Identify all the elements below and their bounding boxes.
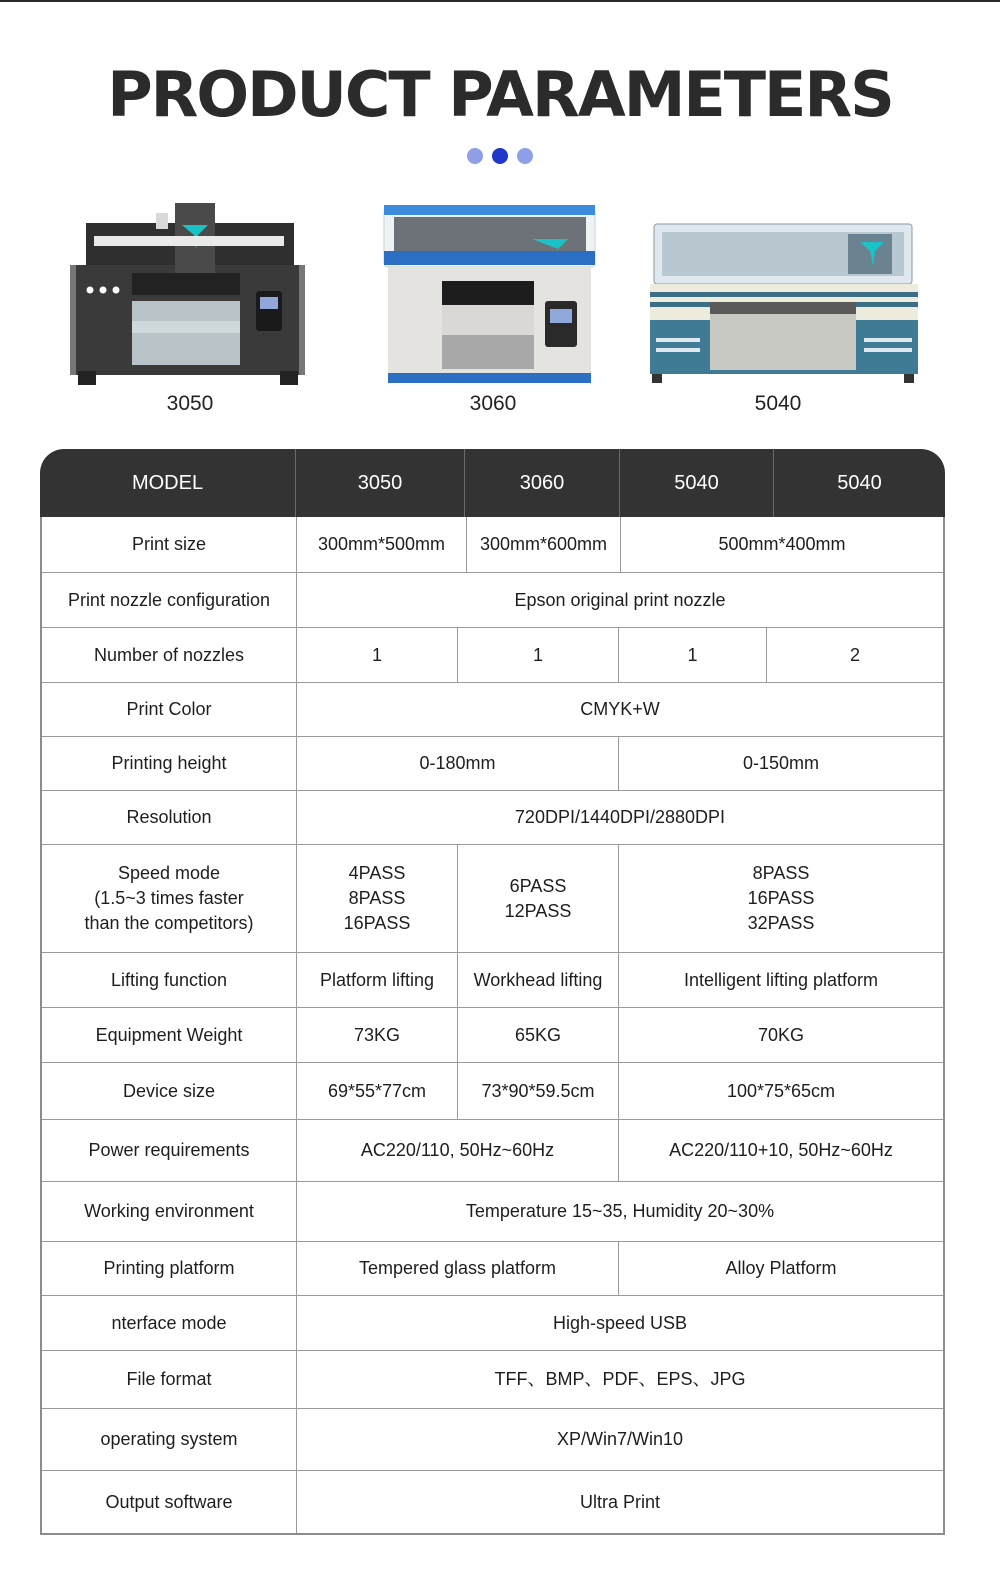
carousel-dot[interactable] [517, 148, 533, 164]
table-row [42, 1241, 943, 1295]
table-row [42, 1062, 943, 1119]
table-row [42, 1007, 943, 1062]
row-value: 1 [687, 644, 698, 665]
row-label: Printing height [111, 753, 227, 773]
table-row [42, 1350, 943, 1408]
row-label: Number of nozzles [93, 644, 245, 665]
row-value: Epson original print nozzle [514, 589, 726, 610]
row-label: Lifting function [110, 969, 228, 990]
row-value: Alloy Platform [725, 1258, 837, 1278]
row-value: CMYK+W [580, 699, 660, 719]
row-label: operating system [100, 1429, 238, 1449]
carousel-dots [0, 148, 1000, 164]
row-label: Resolution [126, 807, 212, 827]
row-value: 500mm*400mm [718, 534, 846, 554]
row-value: TFF、BMP、PDF、EPS、JPG [494, 1369, 746, 1389]
page-title: PRODUCT PARAMETERS [107, 58, 893, 131]
row-label: Equipment Weight [95, 1024, 243, 1045]
row-label: Printing platform [103, 1258, 235, 1278]
row-label: Working environment [84, 1201, 254, 1221]
row-value: Workhead lifting [473, 969, 603, 990]
table-row [42, 682, 943, 736]
carousel-dot-active[interactable] [492, 148, 508, 164]
row-label: Speed mode (1.5~3 times faster than the competitors) [84, 863, 254, 933]
header-model-5040-b: 5040 [837, 471, 882, 494]
parameters-table [40, 449, 945, 1535]
header-model-3050: 3050 [357, 471, 403, 494]
row-value: Temperature 15~35, Humidity 20~30% [465, 1201, 775, 1221]
row-label: Power requirements [88, 1140, 250, 1160]
row-value: 0-180mm [419, 753, 496, 773]
table-row [42, 1295, 943, 1350]
table-row [42, 844, 943, 952]
row-label: Output software [105, 1491, 233, 1512]
row-value: 100*75*65cm [726, 1080, 836, 1101]
row-value: Tempered glass platform [358, 1258, 557, 1278]
table-row [42, 1119, 943, 1181]
table-row [42, 1408, 943, 1470]
row-label: Print Color [126, 699, 212, 719]
row-value: 73*90*59.5cm [481, 1080, 595, 1101]
printer-3050-image [70, 203, 305, 388]
row-value: 65KG [514, 1024, 562, 1045]
row-value: 70KG [757, 1024, 805, 1045]
row-value: AC220/110, 50Hz~60Hz [360, 1140, 555, 1160]
row-value: 720DPI/1440DPI/2880DPI [514, 807, 726, 827]
row-value: AC220/110+10, 50Hz~60Hz [669, 1140, 893, 1160]
table-row [42, 736, 943, 790]
table-row [42, 517, 943, 572]
row-value: Platform lifting [319, 969, 435, 990]
printer-3060-image [382, 205, 597, 385]
printer-5040-image [648, 220, 920, 385]
row-label: nterface mode [111, 1312, 227, 1333]
header-model-5040-a: 5040 [674, 471, 719, 494]
table-row [42, 952, 943, 1007]
row-value: 1 [532, 644, 543, 665]
row-value: XP/Win7/Win10 [556, 1429, 684, 1449]
row-value: 73KG [353, 1024, 401, 1045]
row-value: 300mm*600mm [479, 534, 608, 554]
product-label-3060: 3060 [469, 392, 517, 415]
row-value: High-speed USB [552, 1312, 688, 1333]
table-row [42, 572, 943, 627]
table-body [40, 517, 945, 1535]
row-value: 69*55*77cm [327, 1080, 427, 1101]
row-value: Ultra Print [579, 1491, 660, 1512]
row-label: Device size [122, 1080, 216, 1101]
row-value: 6PASS 12PASS [504, 875, 572, 921]
header-model: MODEL [131, 471, 204, 494]
row-value: Intelligent lifting platform [683, 969, 879, 990]
table-row [42, 790, 943, 844]
table-header [40, 449, 945, 517]
row-value: 0-150mm [742, 753, 820, 773]
header-model-3060: 3060 [519, 471, 565, 494]
row-value: 8PASS 16PASS 32PASS [747, 863, 815, 933]
table-row [42, 1181, 943, 1241]
table-row [42, 627, 943, 682]
row-label: Print size [131, 534, 207, 554]
top-divider [0, 0, 1000, 2]
product-label-5040: 5040 [754, 392, 802, 415]
row-label: Print nozzle configuration [67, 589, 271, 610]
row-value: 300mm*500mm [317, 534, 446, 554]
carousel-dot[interactable] [467, 148, 483, 164]
row-label: File format [126, 1369, 212, 1389]
table-row [42, 1470, 943, 1533]
row-value: 1 [371, 644, 382, 665]
product-label-3050: 3050 [166, 392, 214, 415]
row-value: 2 [849, 644, 860, 665]
row-value: 4PASS 8PASS 16PASS [343, 863, 411, 933]
